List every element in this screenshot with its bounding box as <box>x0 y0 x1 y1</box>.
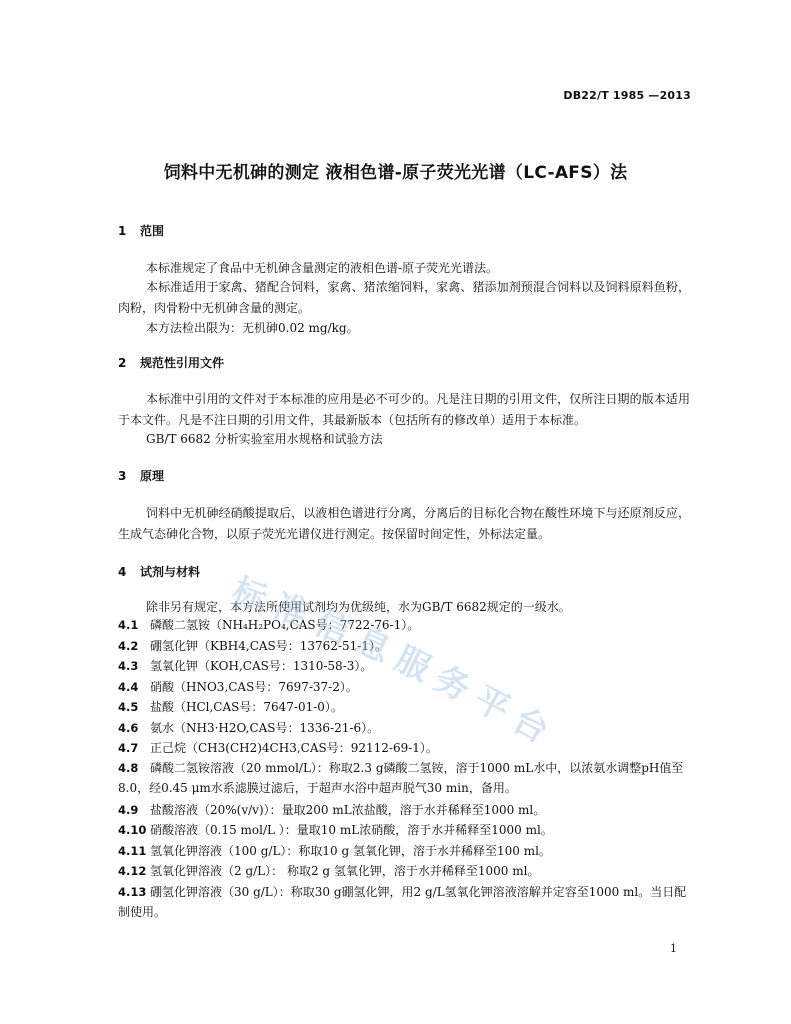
section-number: 4 <box>118 565 127 579</box>
item-text: 磷酸二氢铵溶液（20 mmol/L）：称取2.3 g磷酸二氢铵，溶于1000 mL水中，以浓氨水调整pH值至8.0，经0.45 μm水系滤膜过滤后，于超声水浴中超声脱气30 min，备用。 <box>118 761 684 795</box>
section-heading-principle <box>118 467 164 484</box>
item-number: 4.6 <box>118 721 139 735</box>
item-number: 4.4 <box>118 680 139 694</box>
item-number: 4.9 <box>118 803 139 817</box>
reagent-item <box>118 718 693 738</box>
item-text: 硼氢化钾（KBH4,CAS号：13762-51-1）。 <box>150 639 387 653</box>
reagent-item <box>118 882 693 922</box>
section-title: 试剂与材料 <box>140 565 201 579</box>
scope-paragraph-2: 本标准适用于家禽、猪配合饲料，家禽、猪浓缩饲料，家禽、猪添加剂预混合饲料以及饲料原料鱼粉，肉粉，肉骨粉中无机砷含量的测定。 <box>118 280 690 315</box>
item-text: 硝酸（HNO3,CAS号：7697-37-2）。 <box>150 680 358 694</box>
reagent-item <box>118 636 693 656</box>
item-text: 氢氧化钾（KOH,CAS号：1310-58-3）。 <box>150 659 373 673</box>
section-title: 原理 <box>140 469 165 483</box>
reagent-item <box>118 738 693 758</box>
item-number: 4.2 <box>118 639 139 653</box>
document-title: 饲料中无机砷的测定 液相色谱-原子荧光光谱（LC-AFS）法 <box>163 163 628 183</box>
reagent-item <box>118 861 693 881</box>
item-text: 氢氧化钾溶液（100 g/L）：称取10 g 氢氧化钾，溶于水并稀释至100 ml。 <box>150 844 551 858</box>
section-heading-reagents <box>118 563 200 580</box>
section-number: 1 <box>118 224 127 238</box>
section-title: 规范性引用文件 <box>140 356 225 370</box>
section-number: 3 <box>118 469 127 483</box>
item-number: 4.5 <box>118 700 139 714</box>
principle-paragraph: 饲料中无机砷经硝酸提取后，以液相色谱进行分离，分离后的目标化合物在酸性环境下与还原剂反应，生成气态砷化合物，以原子荧光光谱仪进行测定。按保留时间定性，外标法定量。 <box>118 506 690 541</box>
item-text: 盐酸溶液（20%(v/v)）：量取200 mL浓盐酸，溶于水并稀释至1000 ml。 <box>150 803 546 817</box>
item-number: 4.7 <box>118 741 139 755</box>
referenced-document: GB/T 6682 分析实验室用水规格和试验方法 <box>146 432 383 446</box>
section-heading-scope <box>118 222 164 239</box>
reagent-item <box>118 820 693 840</box>
section-heading-normative-references <box>118 354 224 371</box>
reagent-item <box>118 615 693 635</box>
reagent-item <box>118 758 693 798</box>
item-text: 正己烷（CH3(CH2)4CH3,CAS号：92112-69-1）。 <box>150 741 438 755</box>
item-number: 4.12 <box>118 864 147 878</box>
item-text: 氨水（NH3·H2O,CAS号：1336-21-6）。 <box>150 721 380 735</box>
scope-paragraph-1: 本标准规定了食品中无机砷含量测定的液相色谱-原子荧光光谱法。 <box>146 261 499 275</box>
references-paragraph: 本标准中引用的文件对于本标准的应用是必不可少的。凡是注日期的引用文件，仅所注日期的版本适用于本文件。凡是不注日期的引用文件，其最新版本（包括所有的修改单）适用于本标准。 <box>118 392 690 427</box>
scope-paragraph-3: 本方法检出限为：无机砷0.02 mg/kg。 <box>146 321 359 335</box>
section-title: 范围 <box>140 224 165 238</box>
reagent-item <box>118 697 693 717</box>
item-text: 硝酸溶液（0.15 mol/L ）：量取10 mL浓硝酸，溶于水并稀释至1000 ml。 <box>150 823 553 837</box>
reagent-item <box>118 800 693 820</box>
reagent-item <box>118 841 693 861</box>
item-number: 4.11 <box>118 844 147 858</box>
item-number: 4.10 <box>118 823 147 837</box>
page-number: 1 <box>670 942 677 955</box>
standard-code: DB22/T 1985 —2013 <box>563 89 691 102</box>
item-number: 4.13 <box>118 885 147 899</box>
item-number: 4.3 <box>118 659 139 673</box>
item-number: 4.8 <box>118 761 139 775</box>
item-text: 氢氧化钾溶液（2 g/L）： 称取2 g 氢氧化钾，溶于水并稀释至1000 ml。 <box>150 864 540 878</box>
item-number: 4.1 <box>118 618 139 632</box>
reagent-item <box>118 677 693 697</box>
item-text: 盐酸（HCl,CAS号：7647-01-0）。 <box>150 700 343 714</box>
watermark-text-path: 标准信息服务平台 <box>226 570 564 757</box>
reagent-item <box>118 656 693 676</box>
section-number: 2 <box>118 356 127 370</box>
reagents-intro: 除非另有规定，本方法所使用试剂均为优级纯，水为GB/T 6682规定的一级水。 <box>146 600 571 614</box>
item-text: 磷酸二氢铵（NH₄H₂PO₄,CAS号：7722-76-1）。 <box>150 618 420 632</box>
item-text: 硼氢化钾溶液（30 g/L）：称取30 g硼氢化钾，用2 g/L氢氧化钾溶液溶解并定容至1000 ml。当日配制使用。 <box>118 885 687 919</box>
